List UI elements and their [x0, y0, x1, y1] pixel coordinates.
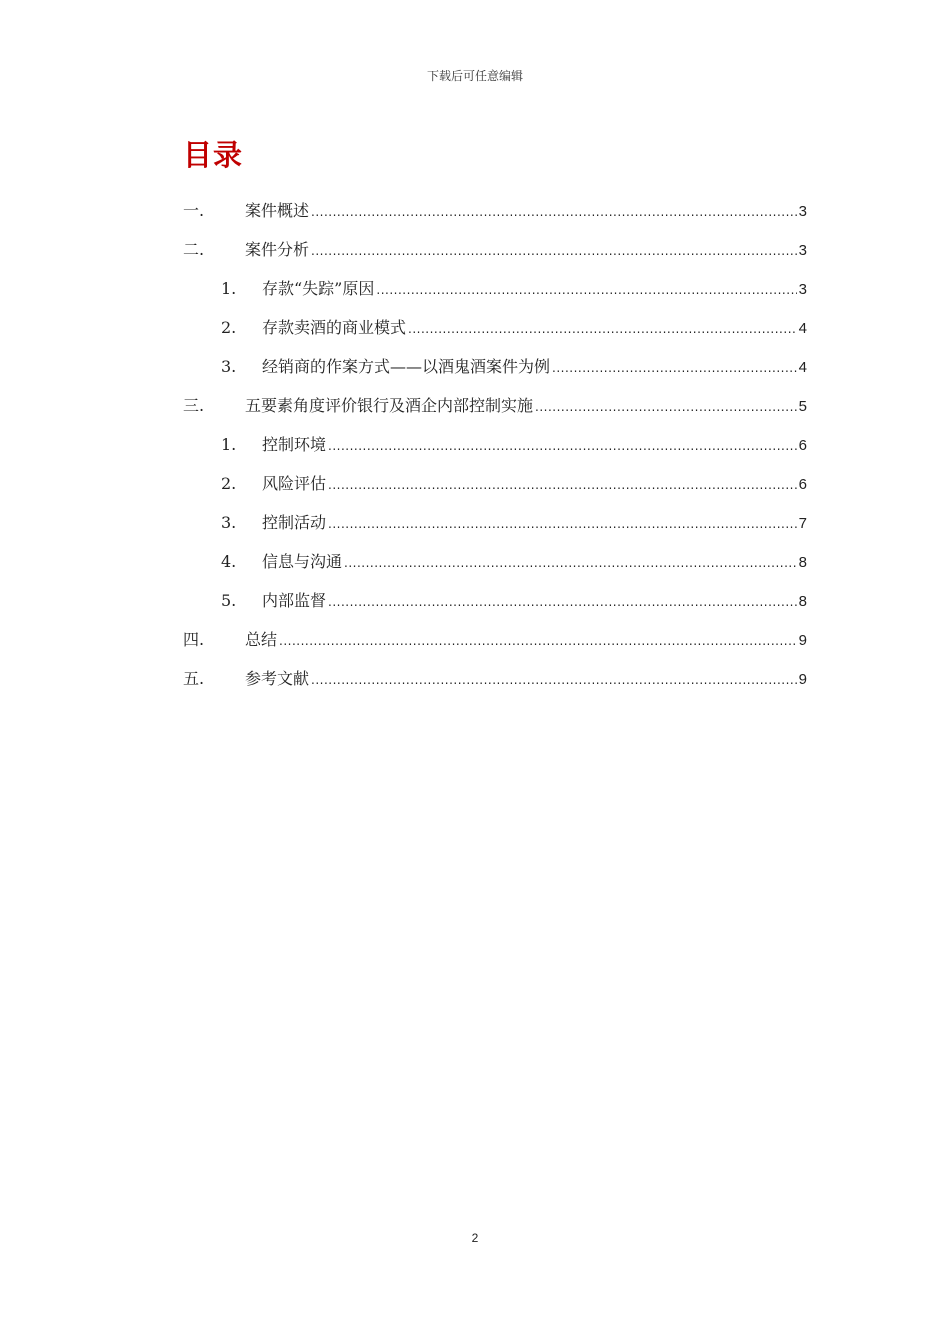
toc-entry-page: 7	[798, 515, 807, 532]
toc-entry-number: 4.	[221, 552, 237, 571]
toc-entry-number: 四.	[183, 630, 205, 649]
toc-entry-label: 控制环境	[262, 435, 327, 454]
toc-entry-page: 9	[798, 671, 807, 688]
toc-entry-page: 6	[798, 476, 807, 493]
page-number: 2	[471, 1231, 479, 1245]
toc-entry-page: 4	[798, 320, 807, 337]
toc-entry-label: 存款“失踪”原因	[262, 279, 375, 298]
page-header: 下载后可任意编辑	[426, 69, 523, 83]
toc-entry-label: 五要素角度评价银行及酒企内部控制实施	[245, 396, 534, 415]
toc-leader-dots	[279, 626, 797, 656]
toc-entry-number: 五.	[183, 669, 205, 688]
toc-entry-page: 3	[798, 281, 807, 298]
toc-entry-label: 控制活动	[262, 513, 327, 532]
toc-entry-label: 总结	[245, 630, 278, 649]
toc-entry-number: 2.	[221, 318, 237, 337]
toc-entry[interactable]	[183, 352, 807, 391]
toc-leader-dots	[376, 275, 796, 305]
toc-entry-label: 参考文献	[245, 669, 310, 688]
toc-entry[interactable]	[183, 508, 807, 547]
toc-entry[interactable]	[183, 391, 807, 430]
toc-entry-label: 风险评估	[262, 474, 327, 493]
toc-leader-dots	[328, 587, 797, 617]
toc-entry-number: 5.	[221, 591, 237, 610]
toc-entry-label: 存款卖酒的商业模式	[262, 318, 407, 337]
toc-entry[interactable]	[183, 586, 807, 625]
toc-title: 目录	[183, 138, 244, 172]
toc-entry-label: 内部监督	[262, 591, 327, 610]
toc-entry-page: 8	[798, 554, 807, 571]
toc-leader-dots	[311, 236, 797, 266]
toc-leader-dots	[328, 431, 797, 461]
toc-entry[interactable]	[183, 235, 807, 274]
toc-leader-dots	[328, 509, 797, 539]
toc-entry-page: 4	[798, 359, 807, 376]
toc-entry-page: 9	[798, 632, 807, 649]
toc-entry[interactable]	[183, 664, 807, 703]
toc-entry-page: 8	[798, 593, 807, 610]
toc-entry-number: 二.	[183, 240, 205, 259]
toc-entry-number: 三.	[183, 396, 205, 415]
toc-entry-label: 案件分析	[245, 240, 310, 259]
toc-entry-label: 案件概述	[245, 201, 310, 220]
toc-entry-number: 3.	[221, 513, 237, 532]
toc-leader-dots	[535, 392, 797, 422]
toc-entry[interactable]	[183, 469, 807, 508]
toc-leader-dots	[344, 548, 797, 578]
toc-leader-dots	[408, 314, 797, 344]
toc-entry-page: 3	[798, 242, 807, 259]
toc-entry[interactable]	[183, 430, 807, 469]
toc-leader-dots	[328, 470, 797, 500]
toc-entry[interactable]	[183, 274, 807, 313]
toc-entry-label: 信息与沟通	[262, 552, 343, 571]
toc-entry-page: 3	[798, 203, 807, 220]
toc-entry-number: 一.	[183, 201, 205, 220]
toc-leader-dots	[311, 665, 797, 695]
table-of-contents	[183, 196, 807, 703]
toc-entry[interactable]	[183, 313, 807, 352]
toc-entry[interactable]	[183, 196, 807, 235]
toc-entry[interactable]	[183, 547, 807, 586]
toc-leader-dots	[552, 353, 797, 383]
toc-entry-page: 5	[798, 398, 807, 415]
toc-entry-number: 1.	[221, 279, 237, 298]
toc-entry[interactable]	[183, 625, 807, 664]
toc-entry-number: 3.	[221, 357, 237, 376]
toc-leader-dots	[311, 197, 797, 227]
toc-entry-number: 2.	[221, 474, 237, 493]
toc-entry-number: 1.	[221, 435, 237, 454]
toc-entry-page: 6	[798, 437, 807, 454]
toc-entry-label: 经销商的作案方式——以酒鬼酒案件为例	[262, 357, 551, 376]
